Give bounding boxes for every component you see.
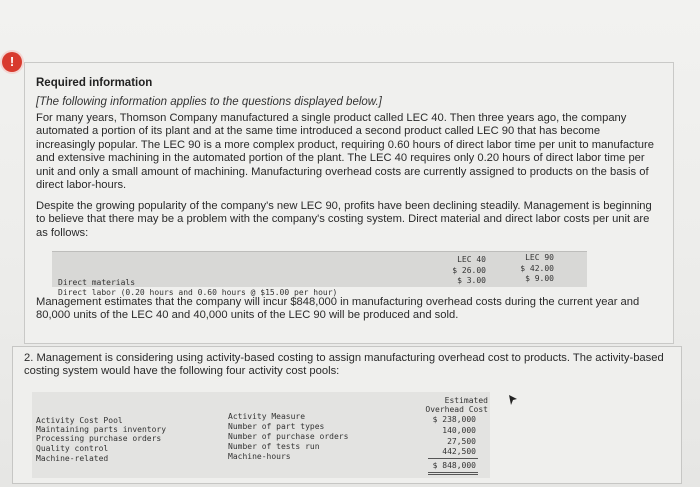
pool-machine-related: Machine-related: [36, 454, 109, 463]
subtotal-rule: [428, 458, 478, 459]
cell-dm-lec90: $ 42.00: [520, 264, 554, 273]
measure-tests-run: Number of tests run: [228, 442, 320, 451]
alert-icon: !: [2, 52, 22, 72]
activity-cost-pool-table: [32, 392, 490, 478]
cell-dl-lec90: $ 9.00: [525, 274, 554, 283]
cell-dl-lec40: $ 3.00: [457, 276, 486, 285]
header-estimated: Estimated: [444, 396, 488, 405]
cost-maintaining-parts: $ 238,000: [432, 415, 476, 424]
question-2-text: 2. Management is considering using activity-based costing to assign manufacturing overhead cost to products. The activity-based costing system would have the following four activity cost pools:: [24, 352, 664, 378]
cell-dm-lec40: $ 26.00: [452, 266, 486, 275]
row-label-direct-materials: Direct materials: [58, 278, 136, 287]
header-lec40: LEC 40: [457, 255, 486, 264]
info-paragraph-3: Management estimates that the company will incur $848,000 in manufacturing overhead costs during the current year and 80,000 units of the LEC 40 and 40,000 units of the LEC 90 will be produced and sold.: [36, 296, 640, 322]
total-double-rule-1: [428, 472, 478, 473]
row-label-direct-labor: Direct labor (0.20 hours and 0.60 hours @ $15.00 per hour): [58, 288, 338, 297]
measure-purchase-orders: Number of purchase orders: [228, 432, 349, 441]
measure-part-types: Number of part types: [228, 422, 325, 431]
required-info-title: Required information: [36, 77, 153, 89]
info-paragraph-1: For many years, Thomson Company manufactured a single product called LEC 40. Then three years ago, the company automated a portion of its plant and at the same time introduced a second product called LEC 90 that has become increasingly popular. The LEC 90 is a more complex product, requiring 0.60 hours of direct labor time per unit to manufacture and extensive machining in the automated portion of the plant. The LEC 40 requires only 0.20 hours of direct labor time per unit and only a small amount of machining. Manufacturing overhead costs are currently assigned to products on the basis of direct labor-hours.: [36, 112, 654, 192]
cost-processing-orders: 140,000: [442, 426, 476, 435]
header-lec90: LEC 90: [525, 253, 554, 262]
required-info-note: [The following information applies to the questions displayed below.]: [36, 96, 382, 108]
total-double-rule-2: [428, 474, 478, 475]
pool-maintaining-parts: Maintaining parts inventory: [36, 425, 167, 434]
pool-processing-orders: Processing purchase orders: [36, 434, 162, 443]
mouse-cursor-icon: [508, 394, 518, 406]
cost-machine-related: 442,500: [442, 447, 476, 456]
measure-machine-hours: Machine-hours: [228, 452, 291, 461]
header-overhead-cost: Overhead Cost: [425, 405, 488, 414]
cost-quality-control: 27,500: [447, 437, 476, 446]
cost-total: $ 848,000: [432, 461, 476, 470]
header-activity-measure: Activity Measure: [228, 412, 306, 421]
info-paragraph-2: Despite the growing popularity of the company's new LEC 90, profits have been declining steadily. Management is beginning to believe that there may be a problem with the company's costing system. Direct material and direct labor costs per unit are as follows:: [36, 200, 652, 239]
pool-quality-control: Quality control: [36, 444, 109, 453]
unit-cost-table: [52, 251, 587, 297]
header-activity-cost-pool: Activity Cost Pool: [36, 416, 123, 425]
